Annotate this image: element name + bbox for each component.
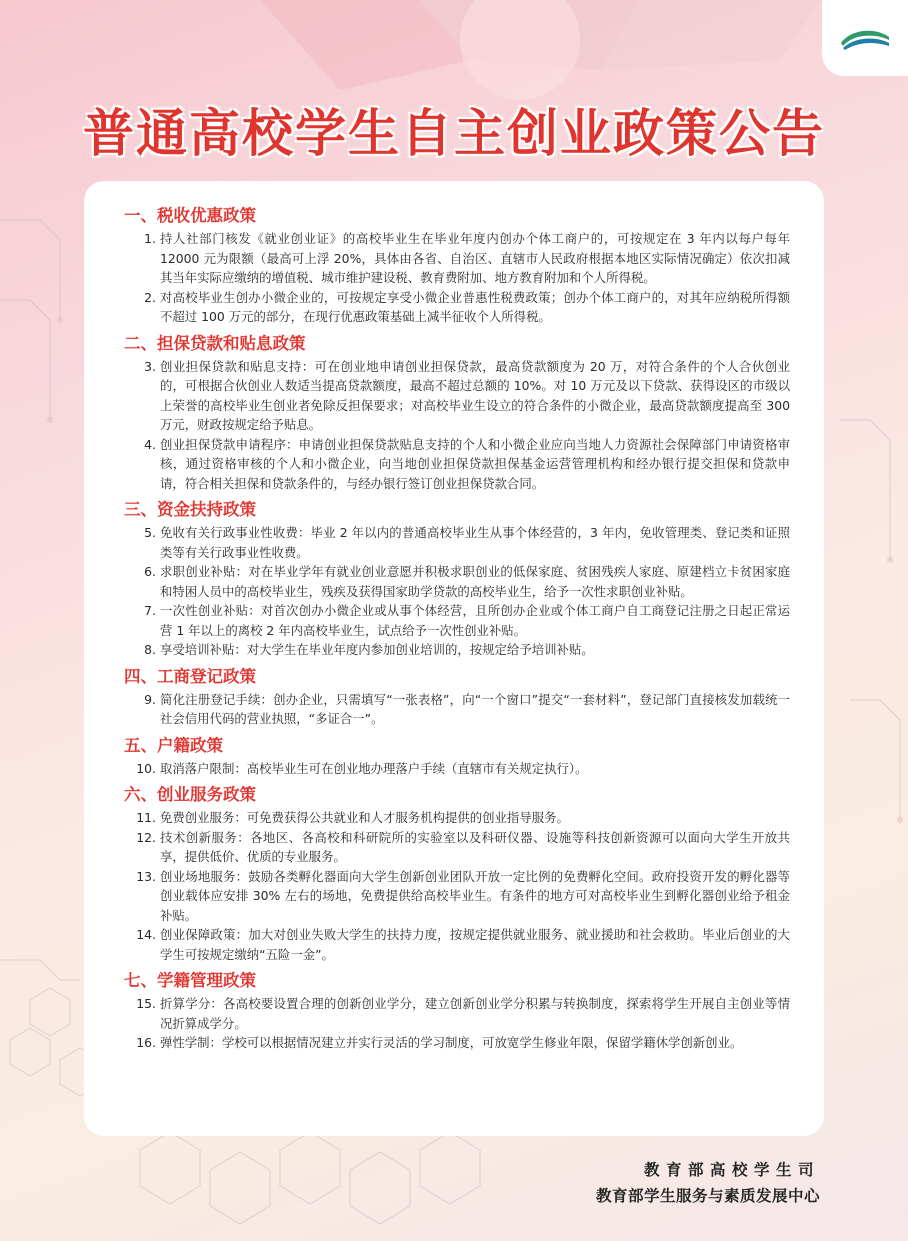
issuer-line-1: 教育部高校学生司 [643, 1161, 820, 1179]
section-service [124, 784, 790, 964]
item-text: 免收有关行政事业性收费：毕业 2 年以内的普通高校毕业生从事个体经营的，3 年内，免收管理类、登记类和证照类等有关行政事业性收费。 [160, 525, 790, 560]
section-loan [124, 333, 790, 494]
item-number: 6. [144, 564, 156, 579]
item-number: 1. [144, 231, 156, 246]
item-text: 一次性创业补贴：对首次创办小微企业或从事个体经营，且所创办企业或个体工商户自工商登记注册之日起正常运营 1 年以上的离校 2 年内高校毕业生，试点给予一次性创业补贴。 [160, 603, 790, 638]
section-title: 三、资金扶持政策 [124, 500, 256, 519]
item-text: 弹性学制：学校可以根据情况建立并实行灵活的学习制度，可放宽学生修业年限，保留学籍休学创新创业。 [160, 1035, 743, 1050]
list-item [124, 690, 790, 729]
section-title: 二、担保贷款和贴息政策 [124, 333, 306, 353]
list-item [124, 994, 790, 1033]
item-number: 4. [144, 436, 156, 452]
section-funding [124, 499, 790, 660]
item-number: 2. [144, 289, 156, 305]
list-item [124, 601, 790, 640]
policy-card [84, 181, 824, 1136]
section-title: 七、学籍管理政策 [124, 971, 256, 990]
section-household [124, 735, 790, 779]
list-item [124, 357, 790, 435]
list-item [124, 759, 790, 779]
item-text: 持人社部门核发《就业创业证》的高校毕业生在毕业年度内创办个体工商户的，可按规定在 3 年内以每户每年 12000 元为限额（最高可上浮 20%，具体由各省、自治区、直辖市人民政府根据本地区实际情况确定）依次扣减其当年实际应缴纳的增值税、城市维护建设税、教育费附加、地方教育附加和个人所得税。 [160, 231, 790, 285]
item-text: 折算学分：各高校要设置合理的创新创业学分，建立创新创业学分积累与转换制度，探索将学生开展自主创业等情况折算成学分。 [160, 996, 790, 1031]
list-item [124, 925, 790, 964]
list-item [124, 808, 790, 828]
section-academic [124, 970, 790, 1053]
item-text: 享受培训补贴：对大学生在毕业年度内参加创业培训的，按规定给予培训补贴。 [160, 642, 594, 657]
section-title: 五、户籍政策 [124, 735, 223, 755]
item-number: 14. [136, 927, 156, 942]
item-text: 取消落户限制：高校毕业生可在创业地办理落户手续（直辖市有关规定执行）。 [160, 760, 588, 776]
list-item [124, 229, 790, 288]
item-number: 15. [136, 996, 156, 1011]
list-item [124, 867, 790, 926]
item-text: 创业担保贷款申请程序：申请创业担保贷款贴息支持的个人和小微企业应向当地人力资源社会保障部门申请资格审核，通过资格审核的个人和小微企业，向当地创业担保贷款担保基金运营管理机构和经办银行提交担保和贷款申请，符合相关担保和贷款条件的，与经办银行签订创业担保贷款合同。 [160, 436, 790, 491]
section-title: 六、创业服务政策 [124, 785, 256, 804]
item-text: 创业保障政策：加大对创业失败大学生的扶持力度，按规定提供就业服务、就业援助和社会救助。毕业后创业的大学生可按规定缴纳“五险一金”。 [160, 927, 790, 962]
item-number: 7. [144, 603, 156, 618]
list-item [124, 562, 790, 601]
item-number: 11. [136, 810, 156, 825]
list-item [124, 435, 790, 494]
item-number: 9. [144, 691, 156, 707]
item-number: 10. [136, 760, 156, 776]
issuer-line-2: 教育部学生服务与素质发展中心 [595, 1187, 820, 1205]
item-text: 创业场地服务：鼓励各类孵化器面向大学生创新创业团队开放一定比例的免费孵化空间。政府投资开发的孵化器等创业载体应安排 30% 左右的场地，免费提供给高校毕业生。有条件的地方可对高校毕业生到孵化器创业给予租金补贴。 [160, 868, 790, 923]
item-number: 3. [144, 358, 156, 374]
item-text: 求职创业补贴：对在毕业学年有就业创业意愿并积极求职创业的低保家庭、贫困残疾人家庭、原建档立卡贫困家庭和特困人员中的高校毕业生，残疾及获得国家助学贷款的高校毕业生，给予一次性求职创业补贴。 [160, 564, 790, 599]
item-number: 5. [144, 525, 156, 540]
item-number: 8. [144, 642, 156, 657]
item-text: 技术创新服务：各地区、各高校和科研院所的实验室以及科研仪器、设施等科技创新资源可以面向大学生开放共享，提供低价、优质的专业服务。 [160, 829, 790, 864]
section-title: 四、工商登记政策 [124, 666, 256, 686]
list-item [124, 1033, 790, 1053]
item-number: 12. [136, 829, 156, 845]
list-item [124, 640, 790, 660]
item-text: 对高校毕业生创办小微企业的，可按规定享受小微企业普惠性税费政策；创办个体工商户的，对其年应纳税所得额不超过 100 万元的部分，在现行优惠政策基础上减半征收个人所得税。 [160, 289, 790, 324]
item-text: 简化注册登记手续：创办企业，只需填写“一张表格”，向“一个窗口”提交“一套材料”，登记部门直接核发加载统一社会信用代码的营业执照，“多证合一”。 [160, 691, 790, 726]
item-text: 免费创业服务：可免费获得公共就业和人才服务机构提供的创业指导服务。 [160, 810, 569, 825]
list-item [124, 828, 790, 867]
logo-badge [822, 0, 908, 76]
ministry-logo-icon [839, 25, 891, 51]
list-item [124, 523, 790, 562]
item-number: 13. [136, 868, 156, 884]
section-registration [124, 666, 790, 729]
section-tax [124, 205, 790, 327]
item-text: 创业担保贷款和贴息支持：可在创业地申请创业担保贷款，最高贷款额度为 20 万，对符合条件的个人合伙创业的，可根据合伙创业人数适当提高贷款额度，最高不超过总额的 10%。对 10 万元及以下贷款、获得设区的市级以上荣誉的高校毕业生创业者免除反担保要求；对高校毕业生设立的符合条件的小微企业，最高贷款额度提高至 300 万元，财政按规定给予贴息。 [160, 358, 790, 432]
page-title: 普通高校学生自主创业政策公告 [82, 105, 825, 164]
item-number: 16. [136, 1035, 156, 1050]
section-title: 一、税收优惠政策 [124, 206, 256, 225]
list-item [124, 288, 790, 327]
